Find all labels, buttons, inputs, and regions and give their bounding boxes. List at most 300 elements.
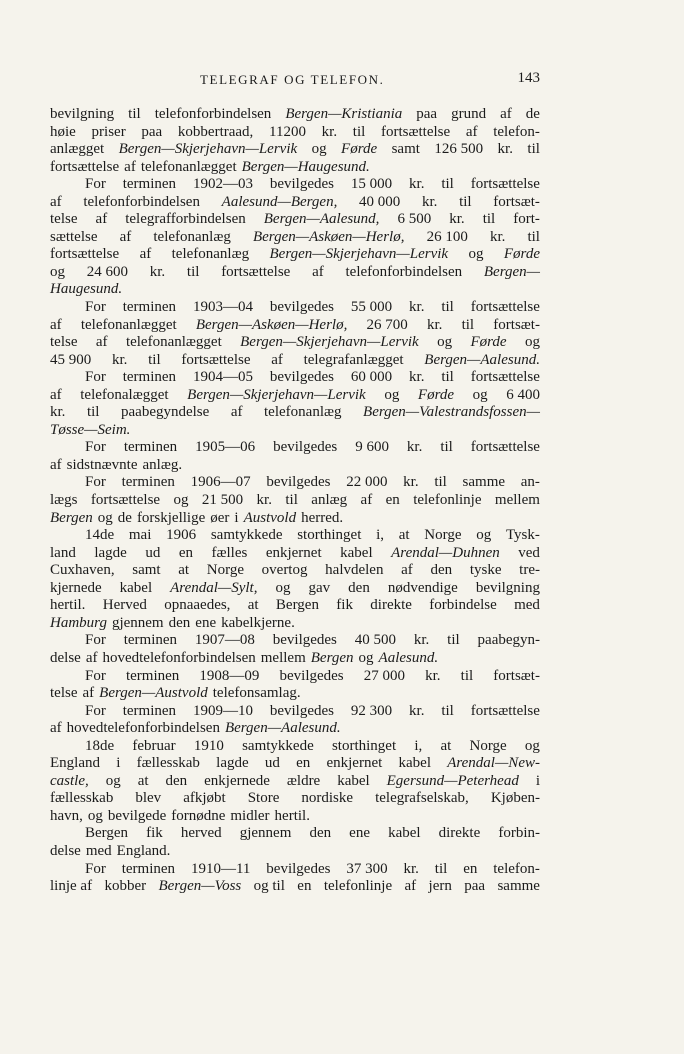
text-line [50, 597, 540, 615]
word: den [430, 562, 453, 579]
word: anlægget [50, 141, 105, 158]
word: 22 000 [346, 474, 388, 491]
word: af [50, 456, 62, 473]
word: at [247, 597, 259, 614]
text-line [50, 246, 540, 264]
word: samme [497, 878, 540, 895]
italic-word: Aalesund. [378, 649, 439, 666]
text-line [50, 755, 540, 773]
text-line [50, 176, 540, 194]
text-line [50, 738, 540, 756]
word: telegrafforbindelsen [125, 211, 246, 228]
word: bevilgedes [266, 474, 331, 491]
word: og [524, 334, 540, 351]
word: blev [135, 790, 162, 807]
word: lagde [94, 544, 127, 561]
word: storthinget [331, 737, 397, 754]
word: bevilgedes [269, 299, 334, 316]
word: terminen [123, 439, 178, 456]
word: af [230, 404, 243, 421]
word: samtykkede [242, 737, 314, 754]
word: bevilgedes [269, 702, 334, 719]
text-line [50, 668, 540, 686]
word: kr. [406, 439, 423, 456]
word: ved [518, 544, 540, 561]
word: til [461, 316, 475, 333]
italic-word: Hamburg [50, 614, 107, 631]
text-line [50, 106, 540, 124]
word: 1910—11 [190, 860, 251, 877]
word: fælles [211, 544, 248, 561]
italic-word: Bergen—Kristiania [285, 106, 403, 122]
italic-word: Bergen [310, 649, 354, 666]
word: fortsættelse [470, 369, 540, 386]
page-header [50, 70, 540, 92]
word: og [87, 807, 103, 824]
word: 1903—04 [192, 299, 253, 316]
word: fortsættelse [381, 123, 451, 140]
word: til [434, 474, 447, 491]
word: direkte [438, 825, 481, 842]
text-line [50, 720, 540, 738]
word: kr. [409, 176, 425, 193]
word: For [85, 474, 106, 491]
word: kabel [398, 755, 431, 772]
word: terminen [122, 176, 177, 193]
word: i, [376, 527, 385, 544]
word: storthinget [297, 527, 362, 544]
word: telefonlinje [413, 492, 482, 509]
word: 45 900 [50, 351, 92, 368]
word: fællesskab [50, 790, 114, 807]
word: priser [91, 123, 126, 140]
word: 1907—08 [194, 632, 255, 649]
word: samme [462, 474, 506, 491]
word: kobbertraad, [177, 123, 254, 140]
word: og [311, 141, 327, 158]
word: fortsættelse [470, 176, 540, 193]
word: til [441, 369, 454, 386]
page-number: 143 [517, 70, 540, 86]
running-title: TELEGRAF OG TELEFON. [200, 72, 385, 87]
word: direkte [370, 597, 412, 614]
word: telefonlinje [323, 878, 393, 895]
word: telefonforbindelsen [83, 193, 200, 210]
italic-word: Bergen—Skjerjehavn—Lervik [187, 386, 366, 403]
word: telefonforbindelsen [345, 263, 463, 280]
word: paa [416, 106, 438, 122]
word: af [271, 351, 283, 368]
word: af [82, 685, 95, 702]
word: af [360, 492, 373, 509]
word: tyske [469, 562, 502, 579]
word: kabel [337, 772, 370, 789]
italic-word: castle, [50, 772, 89, 789]
word: telefon- [493, 860, 540, 877]
word: kr. [403, 474, 419, 491]
word: af [95, 211, 108, 228]
text-line [50, 545, 540, 563]
word: fortsættelse [470, 299, 540, 316]
italic-word: Bergen—Haugesund. [241, 158, 370, 175]
word: kr. [421, 193, 438, 210]
word: og [468, 246, 484, 263]
word: og [437, 334, 453, 351]
word: fortsættelse [90, 492, 161, 509]
word: kabel [340, 544, 373, 561]
word: terminen [122, 299, 177, 316]
word: fællesskab [136, 755, 200, 772]
italic-word: Haugesund. [50, 281, 123, 298]
word: lægs [50, 492, 78, 509]
text-line [50, 510, 540, 528]
text-line [50, 264, 540, 282]
word: telefonanlæg [153, 228, 231, 245]
word: til [186, 263, 200, 280]
word: 6 500 [397, 211, 432, 228]
text-line [50, 615, 540, 633]
word: med [514, 597, 540, 614]
italic-word: Arendal—New- [447, 755, 540, 772]
word: terminen [121, 474, 175, 491]
word: herred. [301, 509, 344, 526]
word: kr. [409, 702, 425, 719]
word: at [398, 527, 410, 544]
word: bevilgedes [266, 860, 331, 877]
word: forskjellige [136, 509, 206, 526]
word: til [285, 492, 298, 509]
text-line [50, 369, 540, 387]
word: kr. [321, 123, 338, 140]
text-line [50, 211, 540, 229]
word: og [472, 386, 488, 403]
word: gjennem [239, 825, 292, 842]
italic-word: Bergen—Voss [158, 878, 242, 895]
word: kr. [409, 299, 425, 316]
word: telse [50, 334, 78, 351]
text-line [50, 334, 540, 352]
text-line [50, 773, 540, 791]
word: telse [50, 211, 78, 228]
word: 26 700 [366, 316, 408, 333]
word: 1910 [193, 737, 224, 754]
word: til [128, 106, 141, 122]
text-line [50, 457, 540, 475]
word: kr. [111, 351, 128, 368]
word: fortsæt- [493, 667, 540, 684]
word: kabel [119, 579, 153, 596]
word: og [384, 386, 400, 403]
word: af [95, 334, 108, 351]
word: til [434, 860, 448, 877]
word: februar [132, 737, 176, 754]
word: telefonanlægget [80, 316, 177, 333]
word: fortsættelse [181, 351, 251, 368]
word: høie [50, 123, 76, 140]
text-line [50, 527, 540, 545]
word: fortsæt- [493, 316, 540, 333]
word: samtykkede [210, 527, 283, 544]
italic-word: Bergen— [483, 263, 540, 280]
word: 27 000 [363, 667, 406, 684]
text-line [50, 562, 540, 580]
word: For [85, 702, 106, 719]
word: i [234, 509, 239, 526]
word: enkjernet [265, 544, 322, 561]
word: kobber [104, 878, 147, 895]
word: af [139, 246, 152, 263]
text-line [50, 580, 540, 598]
word: terminen [122, 369, 177, 386]
italic-word: Bergen—Aalesund, [263, 211, 380, 228]
word: at [178, 562, 190, 579]
word: af [124, 158, 136, 175]
word: nordiske [301, 790, 354, 807]
word: ene [349, 825, 370, 842]
word: kr. [497, 141, 513, 158]
word: en [385, 492, 400, 509]
word: til [482, 211, 496, 228]
word: sidstnævnte [66, 456, 138, 473]
word: de [117, 509, 132, 526]
text-line [50, 492, 540, 510]
word: 1902—03 [192, 176, 253, 193]
body-text [50, 106, 540, 896]
word: fik [336, 597, 353, 614]
word: 24 600 [86, 263, 128, 280]
word: telefonanlæg [264, 404, 342, 421]
word: bevilgedes [272, 632, 337, 649]
word: telefonanlægget [125, 334, 222, 351]
word: til [447, 632, 460, 649]
word: mai [128, 527, 152, 544]
word: fort- [513, 211, 540, 228]
text-line [50, 843, 540, 861]
word: til [441, 176, 454, 193]
italic-word: Førde [341, 141, 378, 158]
text-line [50, 194, 540, 212]
italic-word: Førde [470, 334, 507, 351]
text-line [50, 299, 540, 317]
word: øer [210, 509, 230, 526]
word: 126 500 [434, 141, 484, 158]
word: terminen [123, 632, 178, 649]
word: opnaaedes, [164, 597, 231, 614]
italic-word: Førde [503, 246, 540, 263]
text-line [50, 404, 540, 422]
word: Cuxhaven, [50, 562, 115, 579]
word: paabegyn- [477, 632, 540, 649]
italic-word: Bergen—Aalesund. [224, 720, 341, 737]
text-line [50, 352, 540, 370]
word: halvdelen [325, 562, 384, 579]
word: og [50, 263, 65, 280]
word: For [85, 667, 106, 684]
word: 1904—05 [192, 369, 253, 386]
word: kr. [409, 369, 425, 386]
word: 92 300 [350, 702, 393, 719]
word: telegrafanlægget [303, 351, 404, 368]
word: enkjernet [326, 755, 383, 772]
word: og [275, 579, 291, 596]
word: lagde [216, 755, 249, 772]
word: Bergen [275, 597, 319, 614]
italic-word: Tøsse—Seim. [50, 421, 131, 438]
word: anlæg. [142, 456, 183, 473]
word: fortsættelse [50, 158, 120, 175]
word: gjennem [111, 614, 164, 631]
word: For [85, 860, 106, 877]
word: 1905—06 [195, 439, 256, 456]
word: kabelkjerne. [221, 614, 295, 631]
word: Norge [206, 562, 244, 579]
word: i, [414, 737, 423, 754]
text-line [50, 141, 540, 159]
word: 1906 [166, 527, 197, 544]
word: fornødne [171, 807, 226, 824]
word: kr. [489, 228, 506, 245]
word: 9 600 [355, 439, 389, 456]
word: Bergen [85, 825, 129, 842]
word: og til [253, 878, 285, 895]
word: fortsættelse [221, 263, 291, 280]
word: af [404, 878, 417, 895]
word: 40 500 [354, 632, 397, 649]
word: grund [451, 106, 487, 122]
word: af [119, 228, 132, 245]
word: telefonsamlag. [212, 685, 301, 702]
italic-word: Bergen—Skjerjehavn—Lervik [240, 334, 419, 351]
text-line [50, 650, 540, 668]
word: til [441, 299, 454, 316]
word: og [476, 527, 492, 544]
word: af [50, 386, 62, 403]
word: af [401, 562, 413, 579]
word: kr. [256, 492, 272, 509]
word: 40 000 [359, 193, 401, 210]
word: til [527, 141, 540, 158]
word: telefonforbindelsen [154, 106, 272, 122]
word: fortsættelse [50, 246, 120, 263]
word: kr. [449, 211, 465, 228]
word: med [85, 842, 112, 859]
word: de [525, 106, 540, 122]
word: og [97, 509, 113, 526]
word: 26 100 [426, 228, 468, 245]
word: i [535, 772, 540, 789]
word: hertil. [50, 597, 86, 614]
word: ud [145, 544, 161, 561]
word: paa [464, 878, 486, 895]
word: For [85, 632, 106, 649]
word: en [178, 544, 193, 561]
word: af [312, 263, 324, 280]
word: Tysk- [505, 527, 540, 544]
word: telegrafselskab, [375, 790, 469, 807]
word: gav [308, 579, 331, 596]
word: af [50, 193, 62, 210]
italic-word: Austvold [243, 509, 297, 526]
text-line [50, 703, 540, 721]
text-line [50, 861, 540, 879]
italic-word: Bergen—Austvold [99, 685, 208, 702]
word: bevilgedes [273, 439, 338, 456]
word: af [50, 720, 62, 737]
word: kr. [426, 316, 443, 333]
text-line [50, 808, 540, 826]
word: hertil. [274, 807, 310, 824]
word: 15 000 [350, 176, 393, 193]
word: den [165, 772, 188, 789]
italic-word: Arendal—Sylt, [170, 579, 258, 596]
word: i [116, 755, 121, 772]
word: Norge [424, 527, 462, 544]
word: forbindelse [429, 597, 497, 614]
italic-word: Arendal—Duhnen [391, 544, 500, 561]
word: bevilgning [50, 106, 115, 122]
word: Store [247, 790, 280, 807]
italic-word: Bergen [50, 509, 93, 526]
word: ene [195, 614, 217, 631]
text-line [50, 825, 540, 843]
italic-word: Bergen—Skjerjehavn—Lervik [118, 141, 298, 158]
word: forbin- [498, 825, 540, 842]
word: af [85, 649, 98, 666]
word: til [86, 404, 100, 421]
word: For [85, 369, 106, 386]
word: For [85, 176, 106, 193]
word: kr. [149, 263, 166, 280]
word: delse [50, 649, 81, 666]
word: England [50, 755, 100, 772]
text-line [50, 281, 540, 299]
word: kabel [388, 825, 421, 842]
text-line [50, 632, 540, 650]
word: telefon- [493, 123, 540, 140]
word: Herved [102, 597, 147, 614]
word: bevilgede [107, 807, 167, 824]
word: den [168, 614, 191, 631]
text-line [50, 229, 540, 247]
word: delse [50, 842, 81, 859]
word: bevilgedes [269, 369, 334, 386]
word: England. [116, 842, 171, 859]
word: den [348, 579, 370, 596]
word: 18de [85, 737, 115, 754]
word: 14de [85, 527, 115, 544]
text-line [50, 422, 540, 440]
italic-word: Bergen—Askøen—Herlø, [252, 228, 405, 245]
word: kjernede [50, 579, 102, 596]
italic-word: Bergen—Valestrandsfossen— [363, 404, 540, 421]
word: Norge [469, 737, 507, 754]
word: og [173, 492, 189, 509]
word: overtog [261, 562, 308, 579]
word: samt [391, 141, 420, 158]
word: en [296, 755, 311, 772]
word: afkjøbt [183, 790, 226, 807]
word: terminen [122, 702, 177, 719]
word: For [85, 299, 106, 316]
word: 55 000 [350, 299, 393, 316]
word: 1908—09 [199, 667, 260, 684]
word: midler [230, 807, 270, 824]
word: til [440, 439, 453, 456]
italic-word: Førde [417, 386, 455, 403]
word: For [85, 439, 106, 456]
word: den [309, 825, 332, 842]
italic-word: Bergen—Skjerjehavn—Lervik [269, 246, 449, 263]
